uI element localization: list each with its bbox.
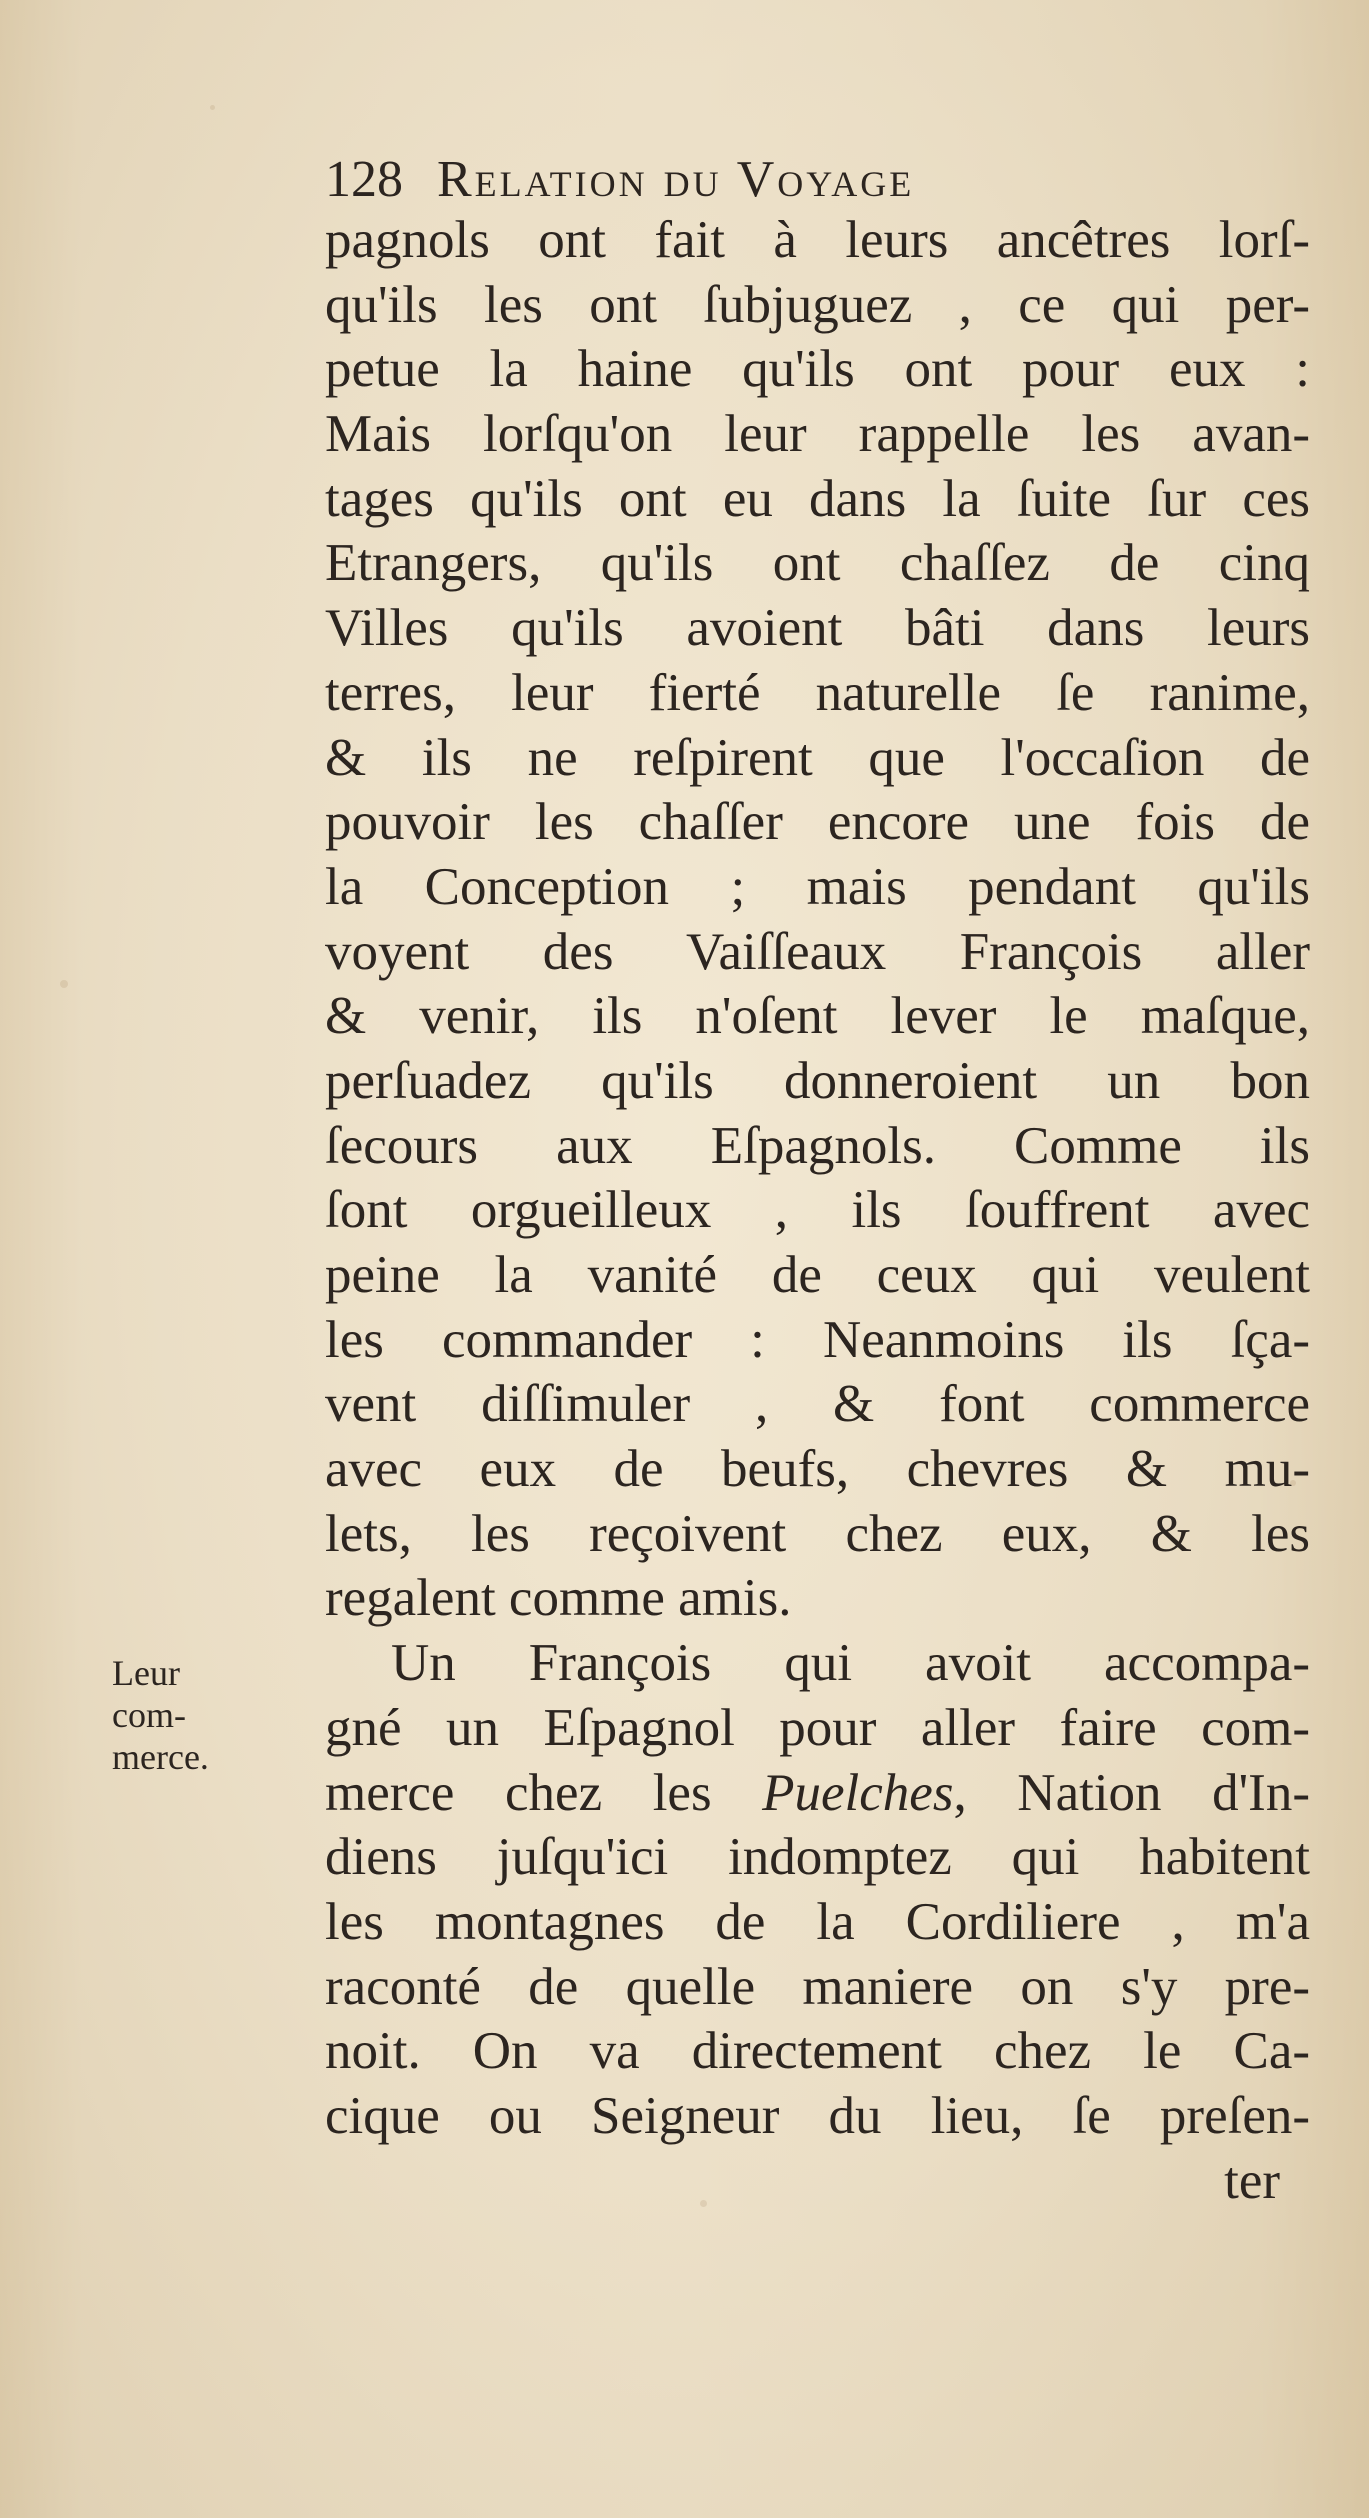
text-line: & ils ne reſpirent que l'occaſion de [325, 728, 1310, 787]
text-line: les commander : Neanmoins ils ſça- [325, 1310, 1310, 1369]
text-fragment: , Nation d'In- [953, 1763, 1310, 1822]
text-line: tages qu'ils ont eu dans la ſuite ſur ces [325, 469, 1310, 528]
text-line: pagnols ont fait à leurs ancêtres lorſ- [325, 211, 1310, 269]
text-line: terres, leur fierté naturelle ſe ranime, [325, 663, 1310, 722]
main-text [325, 208, 1310, 2213]
text-line: qu'ils les ont ſubjuguez , ce qui per- [325, 275, 1310, 334]
text-line: Un François qui avoit accompa- [391, 1634, 1310, 1693]
text-line: perſuadez qu'ils donneroient un bon [325, 1051, 1310, 1110]
text-line: diens juſqu'ici indomptez qui habitent [325, 1828, 1310, 1887]
running-head [325, 150, 1225, 210]
text-line: & venir, ils n'oſent lever le maſque, [325, 987, 1310, 1046]
text-line: lets, les reçoivent chez eux, & les [325, 1504, 1310, 1563]
margin-note [112, 1652, 282, 1778]
running-title: Relation du Voyage [437, 151, 915, 208]
text-line: pouvoir les chaſſer encore une fois de [325, 793, 1310, 852]
text-line: regalent comme amis. [325, 1569, 792, 1628]
text-line: petue la haine qu'ils ont pour eux : [325, 340, 1310, 399]
text-line: ſecours aux Eſpagnols. Comme ils [325, 1116, 1310, 1175]
text-line: Mais lorſqu'on leur rappelle les avan- [325, 405, 1310, 464]
text-line: les montagnes de la Cordiliere , m'a [325, 1892, 1310, 1951]
margin-note-line: Leur [112, 1653, 180, 1693]
text-line: noit. On va directement chez le Ca- [325, 2022, 1310, 2081]
text-line: la Conception ; mais pendant qu'ils [325, 857, 1310, 916]
text-line: raconté de quelle maniere on s'y pre- [325, 1957, 1310, 2016]
text-line: ſont orgueilleux , ils ſouffrent avec [325, 1181, 1310, 1240]
catchword: ter [1224, 2151, 1280, 2210]
text-line: voyent des Vaiſſeaux François aller [325, 922, 1310, 981]
text-line: Etrangers, qu'ils ont chaſſez de cinq [325, 534, 1310, 593]
text-fragment: merce chez les [325, 1763, 763, 1822]
text-line: cique ou Seigneur du lieu, ſe preſen- [325, 2086, 1310, 2145]
page-number: 128 [325, 151, 403, 208]
text-line: peine la vanité de ceux qui veulent [325, 1246, 1310, 1304]
text-line: avec eux de beufs, chevres & mu- [325, 1440, 1310, 1499]
text-line: vent diſſimuler , & font commerce [325, 1375, 1310, 1434]
paper-stain [210, 105, 215, 110]
margin-note-line: merce. [112, 1737, 209, 1777]
text-line: gné un Eſpagnol pour aller faire com- [325, 1698, 1310, 1757]
paper-stain [60, 980, 68, 988]
text-line: Villes qu'ils avoient bâti dans leurs [325, 599, 1310, 658]
italic-word: Puelches [762, 1763, 954, 1822]
text-line [325, 1761, 1310, 1826]
margin-note-line: com- [112, 1695, 186, 1735]
